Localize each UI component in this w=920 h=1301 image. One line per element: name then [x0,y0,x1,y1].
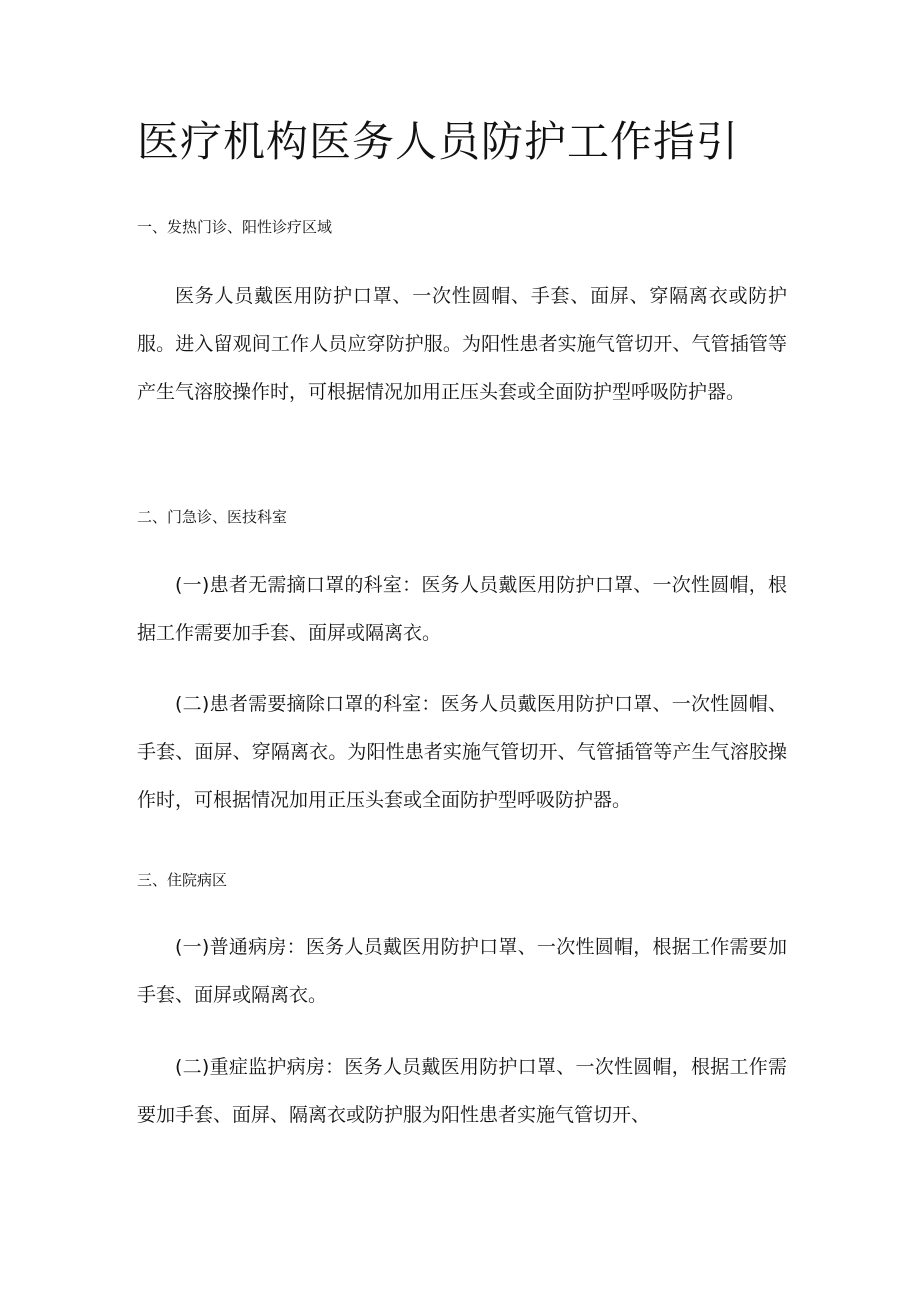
section-heading: 三、住院病区 [137,871,228,889]
section-paragraph: (二)重症监护病房：医务人员戴医用防护口罩、一次性圆帽，根据工作需要加手套、面屏、隔离衣或防护服为阳性患者实施气管切开、 [137,1056,787,1126]
section-paragraph: (一)普通病房：医务人员戴医用防护口罩、一次性圆帽，根据工作需要加手套、面屏或隔离衣。 [137,936,787,1006]
section-heading: 二、门急诊、医技科室 [137,508,288,526]
section-paragraph: (二)患者需要摘除口罩的科室：医务人员戴医用防护口罩、一次性圆帽、手套、面屏、穿隔离衣。为阳性患者实施气管切开、气管插管等产生气溶胶操作时，可根据情况加用正压头套或全面防护型呼吸防护器。 [137,693,787,811]
section-paragraph: (一)患者无需摘口罩的科室：医务人员戴医用防护口罩、一次性圆帽，根据工作需要加手套、面屏或隔离衣。 [137,574,787,644]
document-title: 医疗机构医务人员防护工作指引 [137,117,740,166]
section-heading: 一、发热门诊、阳性诊疗区域 [137,218,333,236]
section-paragraph: 医务人员戴医用防护口罩、一次性圆帽、手套、面屏、穿隔离衣或防护服。进入留观间工作人员应穿防护服。为阳性患者实施气管切开、气管插管等产生气溶胶操作时，可根据情况加用正压头套或全面防护型呼吸防护器。 [137,285,787,403]
